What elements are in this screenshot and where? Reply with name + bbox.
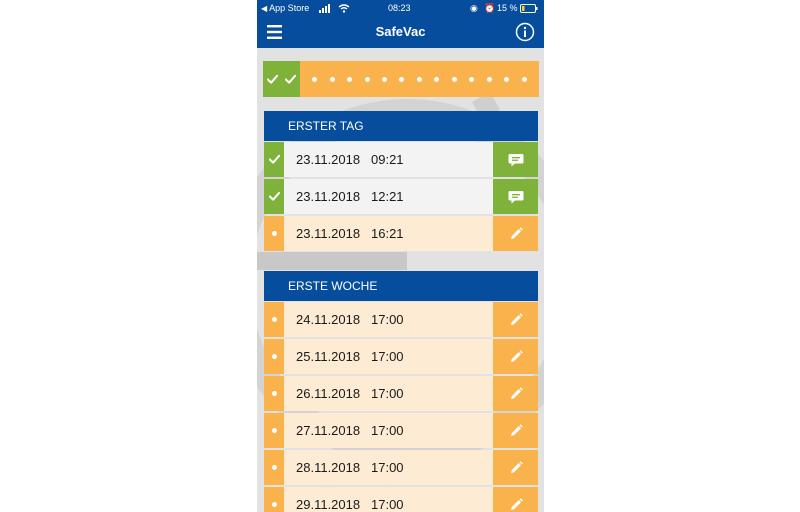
edit-entry-button[interactable]: [493, 302, 538, 337]
pending-step-dot: [452, 77, 457, 82]
edit-entry-button[interactable]: [493, 487, 538, 512]
schedule-row[interactable]: [264, 302, 538, 337]
check-icon: [267, 74, 278, 85]
pending-dot-icon: [272, 354, 277, 359]
status-bar: [257, 0, 544, 16]
pending-dot-icon: [272, 231, 277, 236]
row-content: [284, 142, 493, 177]
schedule-row[interactable]: [264, 376, 538, 411]
pencil-icon: [508, 349, 524, 365]
app-title: SafeVac: [375, 24, 426, 39]
view-comment-button[interactable]: [493, 142, 538, 177]
edit-entry-button[interactable]: [493, 376, 538, 411]
pending-step-dot: [312, 77, 317, 82]
completed-indicator: [264, 179, 284, 214]
row-time: 09:21: [371, 152, 404, 167]
pending-step-dot: [365, 77, 370, 82]
row-date: 23.11.2018: [296, 152, 361, 167]
pending-step-dot: [504, 77, 509, 82]
pencil-icon: [508, 423, 524, 439]
pencil-icon: [508, 386, 524, 402]
check-icon: [285, 74, 296, 85]
pending-step-dot: [399, 77, 404, 82]
edit-entry-button[interactable]: [493, 216, 538, 251]
pencil-icon: [508, 460, 524, 476]
row-time: 17:00: [371, 423, 404, 438]
back-to-app-link[interactable]: [261, 0, 309, 17]
row-content: [284, 216, 493, 251]
pending-indicator: [264, 376, 284, 411]
pencil-icon: [508, 497, 524, 512]
pending-indicator: [264, 413, 284, 448]
row-time: 16:21: [371, 226, 404, 241]
schedule-row[interactable]: [264, 179, 538, 214]
schedule-row[interactable]: [264, 216, 538, 251]
pending-dot-icon: [272, 391, 277, 396]
wifi-icon: [338, 0, 350, 16]
pending-dot-icon: [272, 317, 277, 322]
edit-entry-button[interactable]: [493, 413, 538, 448]
pending-indicator: [264, 450, 284, 485]
check-icon: [269, 191, 280, 202]
section-title: ERSTER TAG: [288, 119, 364, 133]
row-content: [284, 376, 493, 411]
back-app-label: App Store: [269, 3, 310, 13]
row-time: 17:00: [371, 386, 404, 401]
pending-step-dot: [487, 77, 492, 82]
progress-tracker: [263, 61, 539, 97]
speech-bubble-icon: [508, 189, 524, 205]
row-time: 17:00: [371, 497, 404, 512]
speech-bubble-icon: [508, 152, 524, 168]
completed-steps: [263, 61, 300, 97]
pending-step-dot: [382, 77, 387, 82]
pending-indicator: [264, 302, 284, 337]
row-date: 23.11.2018: [296, 189, 361, 204]
pending-step-dot: [347, 77, 352, 82]
battery-level: 15 %: [497, 3, 518, 13]
view-comment-button[interactable]: [493, 179, 538, 214]
row-content: [284, 487, 493, 512]
pencil-icon: [508, 226, 524, 242]
row-date: 24.11.2018: [296, 312, 361, 327]
pending-dot-icon: [272, 428, 277, 433]
schedule-row[interactable]: [264, 450, 538, 485]
row-date: 26.11.2018: [296, 386, 361, 401]
open-steps: [300, 61, 539, 97]
row-content: [284, 179, 493, 214]
row-content: [284, 302, 493, 337]
phone-screen: [257, 0, 544, 512]
alarm-icon: ⏰: [484, 3, 496, 13]
info-circle-icon[interactable]: [514, 21, 536, 43]
section-header-first-day: [264, 111, 538, 141]
schedule-row[interactable]: [264, 487, 538, 512]
pending-step-dot: [469, 77, 474, 82]
navigation-bar: [257, 16, 544, 48]
schedule-row[interactable]: [264, 339, 538, 374]
row-date: 27.11.2018: [296, 423, 361, 438]
pending-dot-icon: [272, 502, 277, 507]
pending-step-dot: [417, 77, 422, 82]
section-title: ERSTE WOCHE: [288, 279, 378, 293]
pending-indicator: [264, 216, 284, 251]
pending-step-dot: [330, 77, 335, 82]
pending-indicator: [264, 487, 284, 512]
edit-entry-button[interactable]: [493, 450, 538, 485]
schedule-row[interactable]: [264, 142, 538, 177]
pencil-icon: [508, 312, 524, 328]
row-content: [284, 450, 493, 485]
row-time: 17:00: [371, 312, 404, 327]
row-date: 23.11.2018: [296, 226, 361, 241]
edit-entry-button[interactable]: [493, 339, 538, 374]
pending-indicator: [264, 339, 284, 374]
back-chevron-icon: ◀: [261, 4, 268, 13]
row-date: 25.11.2018: [296, 349, 361, 364]
section-header-first-week: [264, 271, 538, 301]
cellular-signal-icon: [319, 0, 333, 16]
status-time: 08:23: [388, 3, 411, 13]
pending-step-dot: [522, 77, 527, 82]
row-content: [284, 339, 493, 374]
row-time: 12:21: [371, 189, 404, 204]
row-date: 29.11.2018: [296, 497, 361, 512]
completed-indicator: [264, 142, 284, 177]
row-time: 17:00: [371, 460, 404, 475]
battery-icon: [520, 0, 538, 16]
pending-step-dot: [434, 77, 439, 82]
location-icon: ◉: [470, 3, 478, 13]
schedule-row[interactable]: [264, 413, 538, 448]
row-date: 28.11.2018: [296, 460, 361, 475]
pending-dot-icon: [272, 465, 277, 470]
row-time: 17:00: [371, 349, 404, 364]
check-icon: [269, 154, 280, 165]
row-content: [284, 413, 493, 448]
